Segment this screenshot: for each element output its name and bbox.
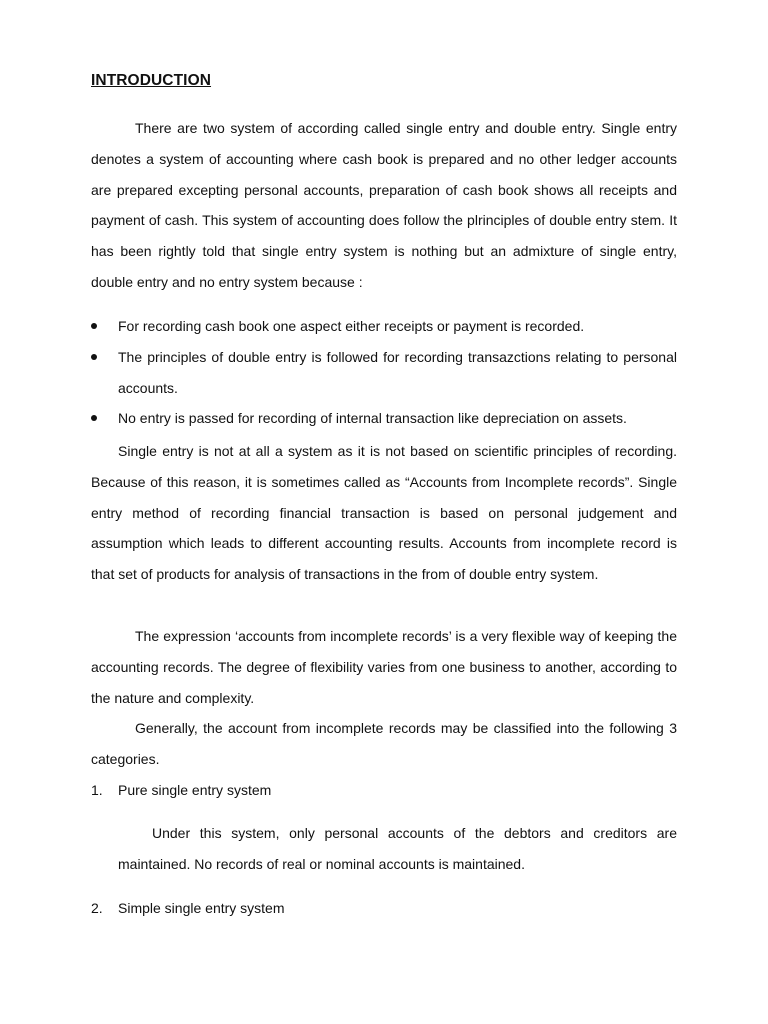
- bullet-text: For recording cash book one aspect either receipts or payment is recorded.: [118, 318, 585, 334]
- categories-paragraph: Generally, the account from incomplete records may be classified into the following 3 categories.: [91, 720, 677, 767]
- item-text: Pure single entry system: [118, 782, 272, 798]
- pure-single-entry-paragraph: Under this system, only personal accounts of the debtors and creditors are maintained. No records of real or nominal accounts is maintained.: [118, 825, 677, 872]
- bullet-icon: [91, 323, 97, 329]
- numbered-item-2: [91, 893, 677, 924]
- bullet-icon: [91, 354, 97, 360]
- bullet-item: [91, 342, 677, 404]
- bullet-text: No entry is passed for recording of internal transaction like depreciation on assets.: [118, 410, 627, 427]
- intro-paragraph: There are two system of according called single entry and double entry. Single entry denotes a system of accounting where cash book is prepared and no other ledger accounts are prepared excepting personal accounts, preparation of cash book shows all receipts and payment of cash. This system of accounting does follow the plrinciples of double entry stem. It has been rightly told that single entry system is nothing but an admixture of single entry, double entry and no entry system because :: [91, 120, 677, 290]
- bullet-list: [91, 311, 677, 434]
- document-page: [91, 0, 677, 1024]
- bullet-item: [91, 311, 677, 342]
- section-heading: INTRODUCTION: [91, 72, 212, 89]
- numbered-item-1: [91, 775, 677, 806]
- bullet-text: The principles of double entry is followed for recording transazctions relating to personal accounts.: [118, 348, 677, 396]
- bullet-item: [91, 403, 677, 434]
- expression-paragraph: The expression ‘accounts from incomplete records’ is a very flexible way of keeping the accounting records. The degree of flexibility varies from one business to another, according to the nature and complexity.: [91, 628, 677, 706]
- item-number: 2.: [91, 900, 103, 916]
- item-number: 1.: [91, 782, 103, 798]
- item-text: Simple single entry system: [118, 900, 285, 916]
- single-entry-paragraph: Single entry is not at all a system as it is not based on scientific principles of recording. Because of this reason, it is sometimes called as “Accounts from Incomplete records”. Single entry method of recording financial transaction is based on personal judgement and assumption which leads to different accounting results. Accounts from incomplete record is that set of products for analysis of transactions in the from of double entry system.: [91, 443, 677, 583]
- bullet-icon: [91, 415, 97, 421]
